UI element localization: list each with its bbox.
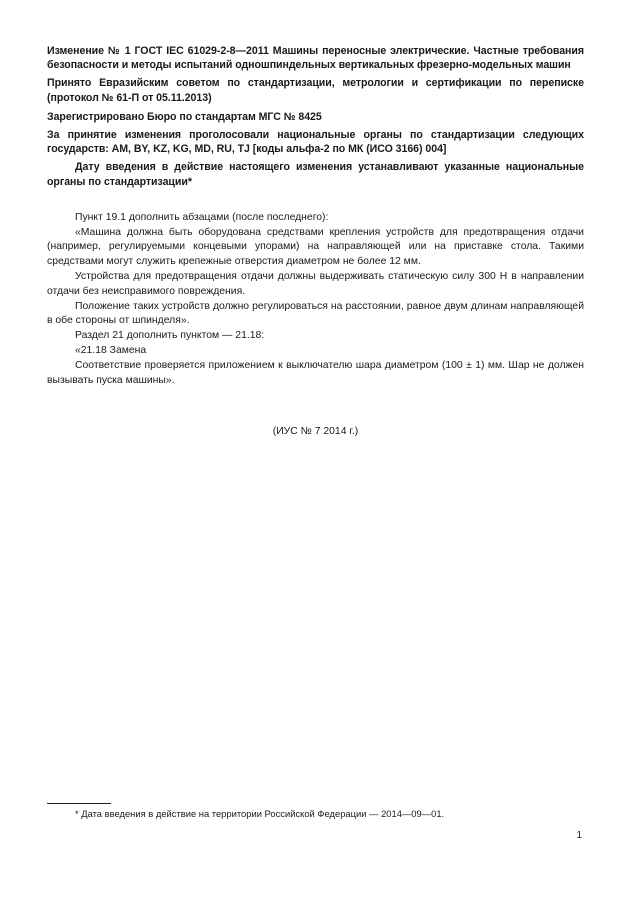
body-paragraph: Пункт 19.1 дополнить абзацами (после последнего): xyxy=(75,211,329,223)
source-reference: (ИУС № 7 2014 г.) xyxy=(272,426,359,437)
voting-statement: За принятие изменения проголосовали национальные органы по стандартизации следующих государств: AM, BY, KZ, KG, MD, RU, TJ [коды альфа-2 по МК (ИСО 3166) 004] xyxy=(47,129,584,156)
amendment-title: Изменение № 1 ГОСТ IEC 61029-2-8—2011 Машины переносные электрические. Частные требования безопасности и методы испытаний одношпиндельных вертикальных фрезерно-модельных машин xyxy=(47,45,584,72)
body-paragraph: Соответствие проверяется приложением к выключателю шара диаметром (100 ± 1) мм. Шар не должен вызывать пуска машины». xyxy=(47,359,584,386)
footnote: * Дата введения в действие на территории Российской Федерации — 2014—09—01. xyxy=(75,808,445,819)
body-paragraph: Раздел 21 дополнить пунктом — 21.18: xyxy=(75,330,265,342)
page-number: 1 xyxy=(576,830,582,841)
document-page xyxy=(47,44,584,437)
body-paragraph: Устройства для предотвращения отдачи должны выдерживать статическую силу 300 Н в направлении отдачи без неисправимого повреждения. xyxy=(47,271,584,297)
body-paragraph: Положение таких устройств должно регулироваться на расстоянии, равное двум длинам направляющей в обе стороны от шпинделя». xyxy=(47,300,584,327)
effective-date-statement: Дату введения в действие настоящего изменения устанавливают указанные национальные органы по стандартизации* xyxy=(47,161,584,188)
body-paragraph: «21.18 Замена xyxy=(75,345,147,356)
accepted-statement: Принято Евразийским советом по стандартизации, метрологии и сертификации по переписке (протокол № 61-П от 05.11.2013) xyxy=(47,77,584,104)
body-paragraph: «Машина должна быть оборудована средствами крепления устройств для предотвращения отдачи (например, регулируемыми концевыми упорами) на направляющей или на приставке стола. Такими средствами могут служить крепежные отверстия диаметром не более 12 мм. xyxy=(47,226,584,268)
footnote-divider xyxy=(47,803,111,804)
registration-statement: Зарегистрировано Бюро по стандартам МГС № 8425 xyxy=(47,110,322,123)
amendment-body xyxy=(47,211,584,389)
